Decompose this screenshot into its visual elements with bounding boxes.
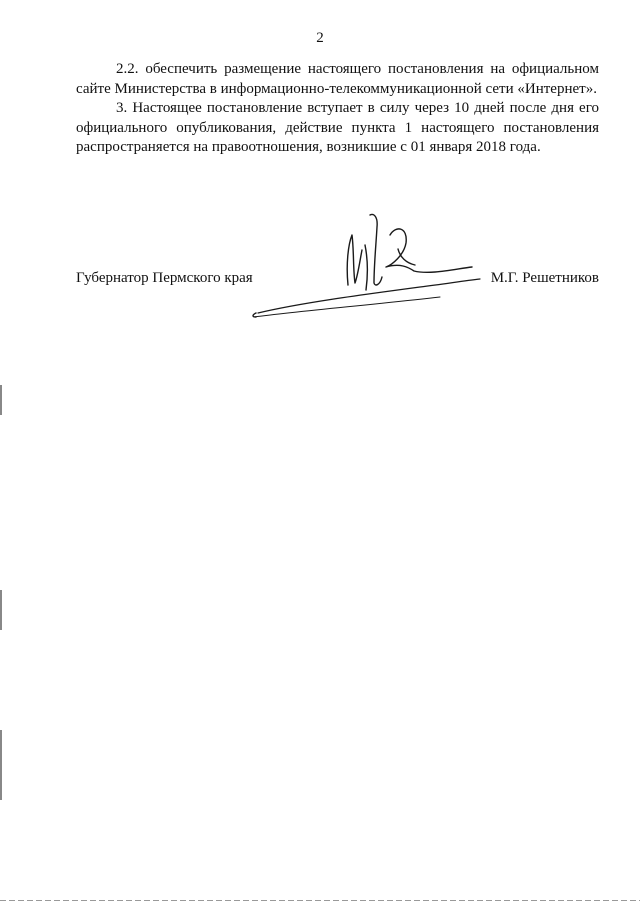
scan-bottom-edge bbox=[0, 900, 640, 901]
signer-name: М.Г. Решетников bbox=[490, 270, 599, 286]
scan-edge-mark bbox=[0, 590, 2, 630]
document-body bbox=[76, 60, 599, 158]
scan-edge-mark bbox=[0, 385, 2, 415]
signer-title: Губернатор Пермского края bbox=[76, 270, 253, 286]
signature-block bbox=[76, 270, 599, 290]
paragraph-3: 3. Настоящее постановление вступает в силу через 10 дней после дня его официального опубликования, действие пункта 1 настоящего постановления распространяется на правоотношения, возникшие с 01 января 2018 года. bbox=[76, 100, 599, 155]
handwritten-signature bbox=[240, 205, 500, 325]
scan-edge-mark bbox=[0, 730, 2, 800]
page-number: 2 bbox=[316, 30, 324, 46]
paragraph-2-2: 2.2. обеспечить размещение настоящего постановления на официальном сайте Министерства в информационно-телекоммуникационной сети «Интернет». bbox=[76, 61, 599, 97]
